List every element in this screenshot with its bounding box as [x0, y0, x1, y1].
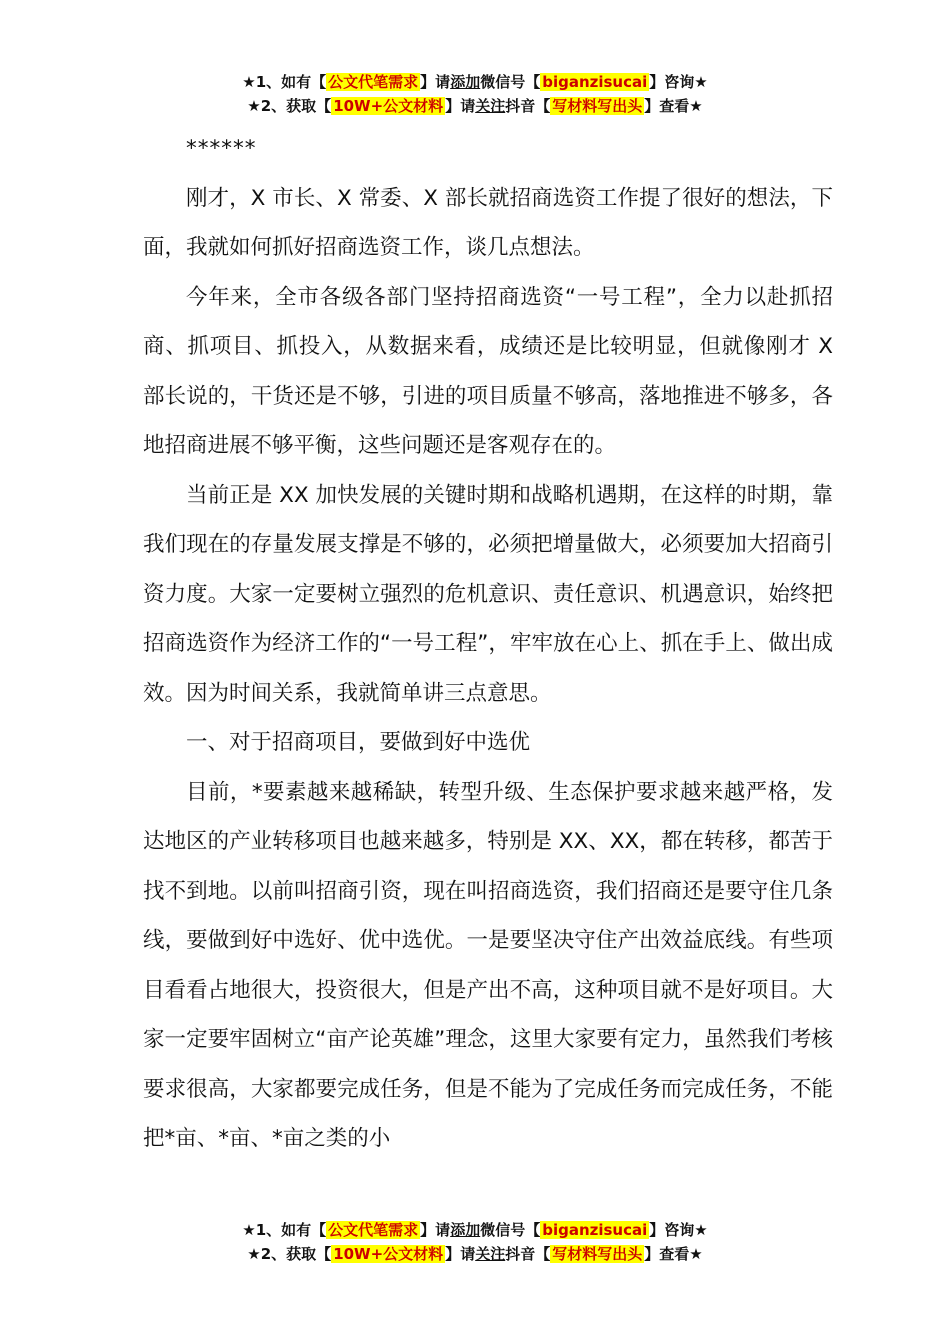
banner-text: 】咨询★: [649, 1221, 708, 1239]
banner-highlight: biganzisucai: [542, 1221, 648, 1239]
banner-underline: 关注: [475, 1245, 506, 1263]
paragraph: 当前正是 XX 加快发展的关键时期和战略机遇期，在这样的时期，靠我们现在的存量发展支撑是不够的，必须把增量做大，必须要加大招商引资力度。大家一定要树立强烈的危机意识、责任意识、机遇意识，始终把招商选资作为经济工作的“一号工程”，牢牢放在心上、抓在手上、做出成效。因为时间关系，我就简单讲三点意思。: [143, 482, 833, 706]
banner-text: ★2、获取【: [247, 97, 332, 115]
banner-highlight: 公文代笔需求: [328, 73, 419, 91]
banner-text: 】请: [420, 1221, 451, 1239]
section-heading: 一、对于招商项目，要做到好中选优: [186, 730, 531, 755]
banner-text: ★1、如有【: [242, 73, 327, 91]
banner-text: 抖音【: [505, 1245, 551, 1263]
banner-highlight: biganzisucai: [542, 73, 648, 91]
banner-highlight: 10W+公文材料: [333, 97, 444, 115]
banner-underline: 添加: [450, 1221, 481, 1239]
header-banner: [0, 70, 950, 118]
banner-text: 】请: [445, 97, 476, 115]
banner-text: 】查看★: [644, 97, 703, 115]
banner-text: ★1、如有【: [242, 1221, 327, 1239]
banner-highlight: 10W+公文材料: [333, 1245, 444, 1263]
banner-text: 微信号【: [480, 73, 541, 91]
banner-highlight: 写材料写出头: [552, 1245, 643, 1263]
banner-text: 】查看★: [644, 1245, 703, 1263]
paragraph: 目前，*要素越来越稀缺，转型升级、生态保护要求越来越严格，发达地区的产业转移项目也越来越多，特别是 XX、XX，都在转移，都苦于找不到地。以前叫招商引资，现在叫招商选资，我们招商还是要守住几条线，要做到好中选好、优中选优。一是要坚决守住产出效益底线。有些项目看看占地很大，投资很大，但是产出不高，这种项目就不是好项目。大家一定要牢固树立“亩产论英雄”理念，这里大家要有定力，虽然我们考核要求很高，大家都要完成任务，但是不能为了完成任务而完成任务，不能把*亩、*亩、*亩之类的小: [143, 779, 833, 1151]
banner-text: 抖音【: [505, 97, 551, 115]
banner-line-1: [0, 70, 950, 94]
banner-text: 微信号【: [480, 1221, 541, 1239]
banner-line-2: [0, 1242, 950, 1266]
banner-highlight: 公文代笔需求: [328, 1221, 419, 1239]
separator-mark: ******: [186, 136, 257, 161]
banner-highlight: 写材料写出头: [552, 97, 643, 115]
document-body: [143, 124, 833, 1164]
banner-text: ★2、获取【: [247, 1245, 332, 1263]
banner-underline: 添加: [450, 73, 481, 91]
banner-underline: 关注: [475, 97, 506, 115]
banner-line-1: [0, 1218, 950, 1242]
banner-text: 】咨询★: [649, 73, 708, 91]
paragraph: 刚才，X 市长、X 常委、X 部长就招商选资工作提了很好的想法，下面，我就如何抓好招商选资工作，谈几点想法。: [143, 185, 833, 260]
paragraph: 今年来，全市各级各部门坚持招商选资“一号工程”，全力以赴抓招商、抓项目、抓投入，从数据来看，成绩还是比较明显，但就像刚才 X 部长说的，干货还是不够，引进的项目质量不够高，落地推进不够多，各地招商进展不够平衡，这些问题还是客观存在的。: [143, 284, 833, 458]
banner-text: 】请: [420, 73, 451, 91]
banner-line-2: [0, 94, 950, 118]
footer-banner: [0, 1218, 950, 1266]
banner-text: 】请: [445, 1245, 476, 1263]
